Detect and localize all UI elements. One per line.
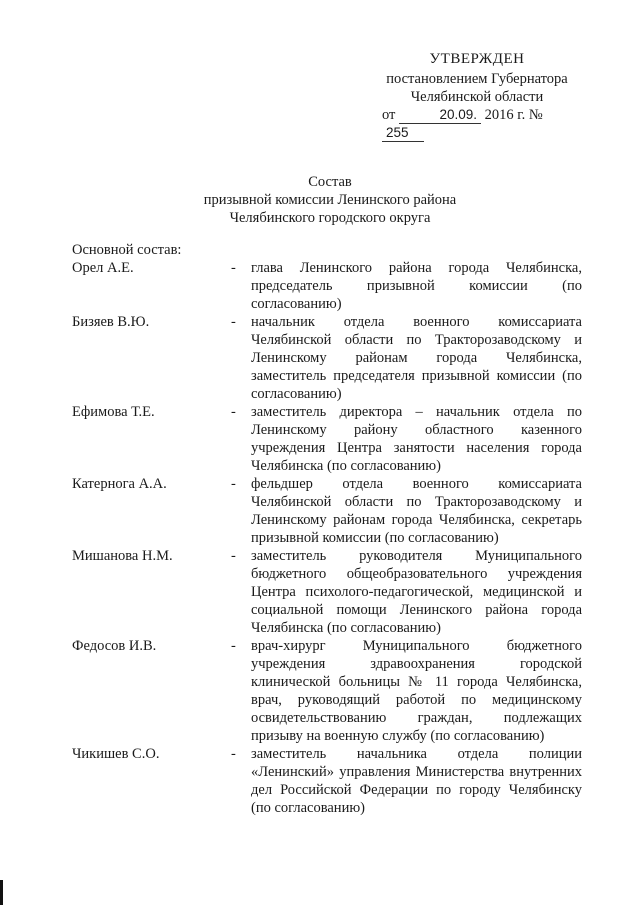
heading-title: Состав	[308, 174, 352, 190]
approval-date-line	[372, 106, 582, 142]
date-prefix: от	[382, 107, 396, 123]
approval-line-region: Челябинской области	[410, 89, 544, 105]
member-name: Федосов И.В.	[72, 638, 157, 654]
member-row	[72, 637, 602, 745]
approval-line-decree: постановлением Губернатора	[386, 71, 568, 87]
heading-district: Челябинского городского округа	[229, 210, 431, 226]
member-role: начальник отдела военного комиссариата Челябинской области по Тракторозаводскому и Ленинскому районам города Челябинска, заместитель председателя призывной комиссии (по согласованию)	[251, 314, 582, 402]
member-name: Орел А.Е.	[72, 260, 134, 276]
member-dash: -	[231, 638, 236, 654]
member-dash: -	[231, 746, 236, 762]
member-dash: -	[231, 548, 236, 564]
member-row	[72, 745, 602, 817]
year-text: 2016 г. №	[484, 107, 543, 123]
document-heading	[150, 173, 510, 227]
members-list	[72, 259, 602, 817]
heading-subtitle: призывной комиссии Ленинского района	[203, 192, 457, 208]
member-dash: -	[231, 314, 236, 330]
member-dash: -	[231, 476, 236, 492]
approval-stamp-block	[372, 50, 582, 142]
approval-number: 255	[382, 125, 424, 142]
member-row	[72, 547, 602, 637]
approval-date: 20.09.	[399, 107, 481, 124]
member-role: врач-хирург Муниципального бюджетного учреждения здравоохранения городской клинической больницы № 11 города Челябинска, врач, руководящий работой по медицинскому освидетельствованию граждан, подлежащих призыву на военную службу (по согласованию)	[251, 638, 582, 744]
member-name: Чикишев С.О.	[72, 746, 160, 762]
member-row	[72, 403, 602, 475]
member-row	[72, 313, 602, 403]
member-role: заместитель руководителя Муниципального бюджетного общеобразовательного учреждения Центра психолого-педагогической, медицинской и социальной помощи Ленинского района города Челябинска (по согласованию)	[251, 548, 582, 636]
member-row	[72, 259, 602, 313]
member-name: Катернога А.А.	[72, 476, 167, 492]
member-role: глава Ленинского района города Челябинска, председатель призывной комиссии (по согласованию)	[251, 260, 582, 312]
section-label: Основной состав:	[72, 242, 182, 258]
member-role: заместитель начальника отдела полиции «Ленинский» управления Министерства внутренних дел Российской Федерации по городу Челябинску (по согласованию)	[251, 746, 582, 816]
member-dash: -	[231, 404, 236, 420]
member-role: заместитель директора – начальник отдела по Ленинскому району областного казенного учреждения Центра занятости населения города Челябинска (по согласованию)	[251, 404, 582, 474]
member-name: Ефимова Т.Е.	[72, 404, 155, 420]
member-row	[72, 475, 602, 547]
member-role: фельдшер отдела военного комиссариата Челябинской области по Тракторозаводскому и Ленинскому районам города Челябинска, секретарь призывной комиссии (по согласованию)	[251, 476, 582, 546]
member-name: Бизяев В.Ю.	[72, 314, 150, 330]
member-name: Мишанова Н.М.	[72, 548, 173, 564]
scan-edge-mark	[0, 880, 3, 905]
approval-title: УТВЕРЖДЕН	[429, 51, 525, 67]
member-dash: -	[231, 260, 236, 276]
